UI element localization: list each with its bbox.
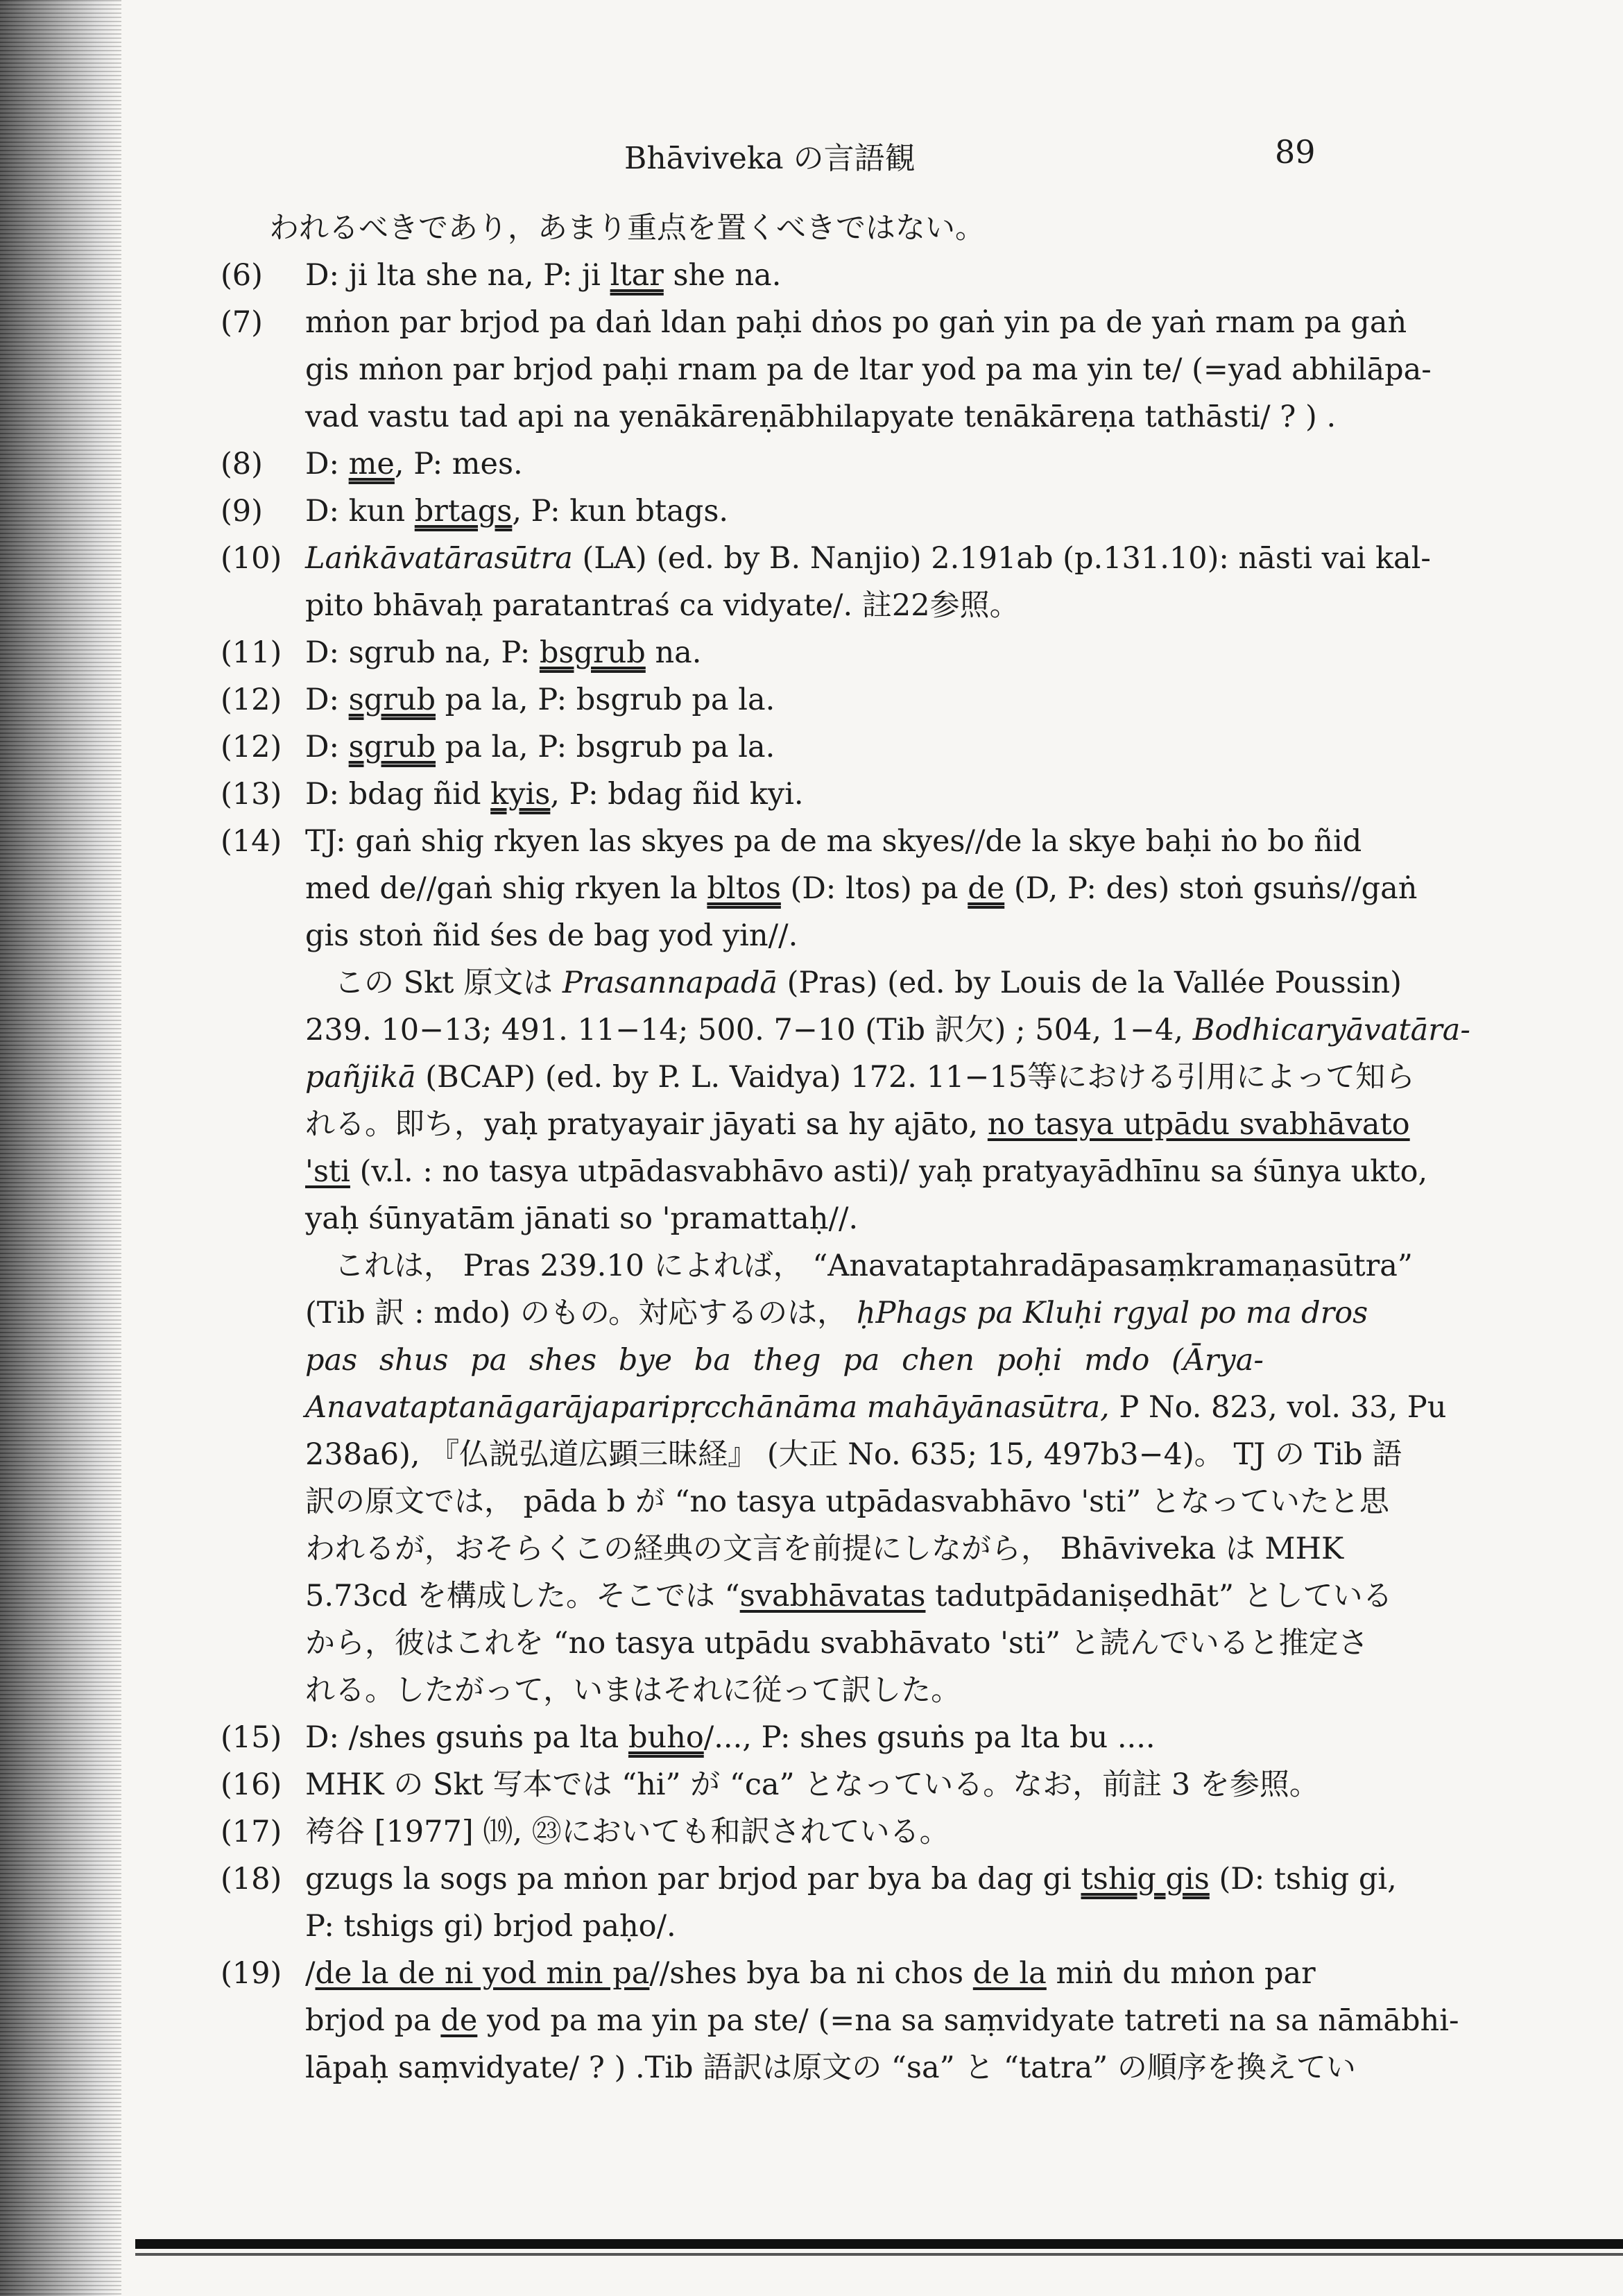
note-8: (8) D: me, P: mes. xyxy=(221,440,1348,488)
note-16: (16) MHK の Skt 写本では “hi” が “ca” となっている。なお，前註 3 を参照。 xyxy=(221,1761,1348,1808)
note-number: (19) xyxy=(221,1956,282,1991)
para-2-line: Anavataptanāgarājaparipṛcchānāma mahāyānasūtra, P No. 823, vol. 33, Pu xyxy=(305,1390,1447,1425)
note-18: (18) gzugs la sogs pa mṅon par brjod par bya ba dag gi tshig gis (D: tshig gi, xyxy=(221,1856,1348,1903)
variant-reading: me xyxy=(348,447,395,481)
para-1-line: この Skt 原文は Prasannapadā (Pras) (ed. by Louis de la Vallée Poussin) xyxy=(334,966,1402,1000)
para-1-line: 'sti (v.l. : no tasya utpādasvabhāvo asti)/ yaḥ pratyayādhīnu sa śūnya ukto, xyxy=(305,1154,1428,1189)
note-18-cont: P: tshigs gi) brjod paḥo/. xyxy=(305,1909,676,1944)
note-number: (7) xyxy=(221,305,263,340)
note-12-repeat: (12) D: sgrub pa la, P: bsgrub pa la. xyxy=(221,723,1348,771)
variant-reading: sgrub xyxy=(348,730,436,764)
note-number: (16) xyxy=(221,1767,282,1802)
para-2-line: 5.73cd を構成した。そこでは “svabhāvatas tadutpādaniṣedhāt” としている xyxy=(305,1579,1393,1613)
page-number: 89 xyxy=(1275,133,1316,171)
scan-binding-shadow xyxy=(0,0,121,2296)
para-1-line: れる。即ち，yaḥ pratyayair jāyati sa hy ajāto, no tasya utpādu svabhāvato xyxy=(305,1107,1410,1142)
variant-reading: brtags xyxy=(414,494,513,529)
variant-reading: bltos xyxy=(707,871,781,906)
variant-reading: de xyxy=(968,871,1005,906)
running-header xyxy=(0,133,1623,182)
note-number: (6) xyxy=(221,258,263,293)
work-title: Laṅkāvatārasūtra xyxy=(305,541,573,576)
note-14-cont: gis stoṅ ñid śes de bag yod yin//. xyxy=(305,918,798,953)
scan-bottom-edge xyxy=(135,2239,1623,2249)
para-2-line: pas shus pa shes bye ba theg pa chen poḥi mdo (Ārya- xyxy=(305,1343,1264,1378)
note-12: (12) D: sgrub pa la, P: bsgrub pa la. xyxy=(221,676,1348,723)
note-19: (19) /de la de ni yod min pa//shes bya ba ni chos de la miṅ du mṅon par xyxy=(221,1950,1348,1997)
variant-reading: kyis xyxy=(490,777,551,812)
para-2-line: (Tib 訳 : mdo) のもの。対応するのは， ḥPhags pa Kluḥi rgyal po ma dros xyxy=(305,1296,1368,1330)
note-7: (7) mṅon par brjod pa daṅ ldan paḥi dṅos po gaṅ yin pa de yaṅ rnam pa gaṅ xyxy=(221,299,1348,346)
note-14-cont: med de//gaṅ shig rkyen la bltos (D: ltos) pa de (D, P: des) stoṅ gsuṅs//gaṅ xyxy=(305,871,1418,906)
para-2-line: 訳の原文では， pāda b が “no tasya utpādasvabhāvo 'sti” となっていたと思 xyxy=(305,1484,1389,1519)
note-number: (9) xyxy=(221,494,263,529)
para-2-line: これは， Pras 239.10 によれば， “Anavataptahradāpasaṃkramaṇasūtra” xyxy=(334,1249,1413,1283)
note-number: (12) xyxy=(221,683,282,717)
note-number: (8) xyxy=(221,447,263,481)
note-number: (11) xyxy=(221,635,282,670)
note-text: D: ji lta she na, P: ji ltar she na. xyxy=(305,258,782,293)
para-2-line: われるが，おそらくこの経典の文言を前提にしながら， Bhāviveka は MHK xyxy=(305,1532,1344,1566)
note-15: (15) D: /shes gsuṅs pa lta buho/..., P: shes gsuṅs pa lta bu .... xyxy=(221,1714,1348,1761)
note-13: (13) D: bdag ñid kyis, P: bdag ñid kyi. xyxy=(221,771,1348,818)
note-14: (14) TJ: gaṅ shig rkyen las skyes pa de ma skyes//de la skye baḥi ṅo bo ñid xyxy=(221,818,1348,865)
para-2-line: れる。したがって，いまはそれに従って訳した。 xyxy=(305,1673,961,1708)
continuation-line: われるべきであり，あまり重点を置くべきではない。 xyxy=(269,211,985,246)
note-10: (10) Laṅkāvatārasūtra (LA) (ed. by B. Nanjio) 2.191ab (p.131.10): nāsti vai kal- xyxy=(221,535,1348,582)
note-6 xyxy=(221,252,1348,299)
variant-reading: ltar xyxy=(610,258,664,293)
note-7-cont: gis mṅon par brjod paḥi rnam pa de ltar yod pa ma yin te/ (=yad abhilāpa- xyxy=(305,352,1432,387)
notes-body xyxy=(221,205,1470,2091)
note-7-cont: vad vastu tad api na yenākāreṇābhilapyate tenākāreṇa tathāsti/ ? ) . xyxy=(305,400,1337,434)
note-number: (10) xyxy=(221,541,282,576)
note-number: (15) xyxy=(221,1720,282,1755)
note-17: (17) 袴谷 [1977] ⒆, ㉓においても和訳されている。 xyxy=(221,1808,1348,1856)
para-1-line: 239. 10−13; 491. 11−14; 500. 7−10 (Tib 訳欠) ; 504, 1−4, Bodhicaryāvatāra- xyxy=(305,1013,1470,1047)
scan-bottom-edge-shadow xyxy=(135,2253,1623,2256)
note-number: (18) xyxy=(221,1862,282,1896)
variant-reading: bsgrub xyxy=(539,635,646,670)
running-title: Bhāviveka の言語観 xyxy=(624,141,916,176)
para-2-line: から，彼はこれを “no tasya utpādu svabhāvato 'sti” と読んでいると推定さ xyxy=(305,1626,1368,1661)
note-10-cont: pito bhāvaḥ paratantraś ca vidyate/. 註22参照。 xyxy=(305,588,1020,623)
variant-reading: tshig gis xyxy=(1081,1862,1210,1896)
para-1-line: yaḥ śūnyatām jānati so 'pramattaḥ//. xyxy=(305,1201,859,1236)
variant-reading: buho xyxy=(628,1720,704,1755)
note-19-cont: lāpaḥ saṃvidyate/ ? ) .Tib 語訳は原文の “sa” と “tatra” の順序を換えてい xyxy=(305,2050,1356,2085)
note-19-cont: brjod pa de yod pa ma yin pa ste/ (=na sa saṃvidyate tatreti na sa nāmābhi- xyxy=(305,2003,1459,2038)
note-number: (13) xyxy=(221,777,282,812)
note-number: (17) xyxy=(221,1815,282,1849)
note-9: (9) D: kun brtags, P: kun btags. xyxy=(221,488,1348,535)
note-number: (14) xyxy=(221,824,282,859)
variant-reading: sgrub xyxy=(348,683,436,717)
para-2-line: 238a6), 『仏説弘道広顕三昧経』 (大正 No. 635; 15, 497b3−4)。 TJ の Tib 語 xyxy=(305,1437,1402,1472)
para-1-line: pañjikā (BCAP) (ed. by P. L. Vaidya) 172. 11−15等における引用によって知ら xyxy=(305,1060,1416,1095)
note-number: (12) xyxy=(221,730,282,764)
note-11: (11) D: sgrub na, P: bsgrub na. xyxy=(221,629,1348,676)
